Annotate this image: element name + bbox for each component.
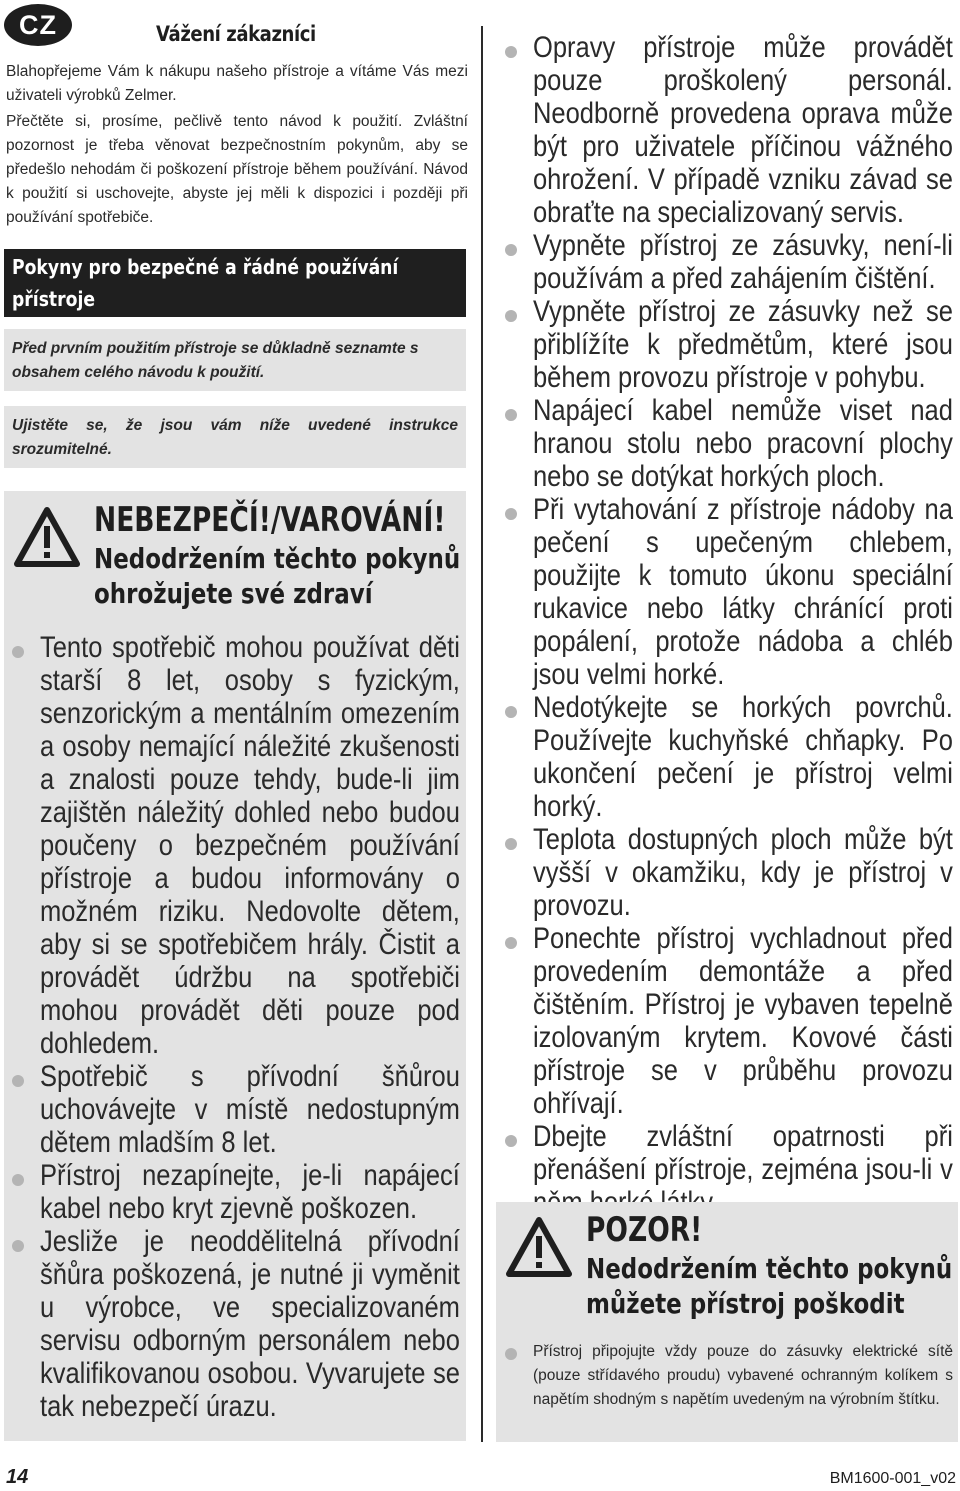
bullet-icon [12,1075,24,1087]
document-code: BM1600-001_v02 [829,1470,956,1487]
bullet-icon [12,646,24,658]
section-heading-line-1: Pokyny pro bezpečné a řádné používání [12,255,399,279]
warning-triangle-icon [13,506,81,568]
intro-paragraph-2 [6,110,468,230]
list-item-text: Napájecí kabel nemůže viset nad hranou stolu nebo pracovní plochy nebo se dotýkat horkých ploch. [533,394,953,493]
bullet-icon [505,46,517,58]
danger-list-right [533,31,953,1219]
list-item [533,1340,953,1412]
list-item [40,1159,460,1225]
bullet-icon [505,937,517,949]
bullet-icon [505,310,517,322]
bullet-icon [505,1135,517,1147]
list-item-text: Tento spotřebič mohou používat děti starší 8 let, osoby s fyzickým, senzorickým a mentálním omezením a osoby nemající náležité zkušenosti a znalosti pouze tehdy, bude-li jim zajištěn náležitý dohled nebo budou poučeny o bezpečném používání přístroje a budou informovány o možném riziku. Nedovolte dětem, aby si se spotřebičem hrály. Čistit a provádět údržbu na spotřebiči mohou provádět děti pouze pod dohledem. [40,631,460,1060]
note-understand [4,406,466,468]
list-item [40,1060,460,1159]
bullet-icon [505,838,517,850]
danger-list-left [40,631,460,1423]
list-item [533,295,953,394]
bullet-icon [505,409,517,421]
list-item-text: Teplota dostupných ploch může být vyšší v okamžiku, kdy je přístroj v provozu. [533,823,953,922]
list-item [40,1225,460,1423]
list-item [533,691,953,823]
caution-triangle-icon [505,1216,573,1278]
intro-paragraph-1 [6,60,468,108]
note-read-manual [4,329,466,391]
bullet-icon [505,706,517,718]
list-item-text: Vypněte přístroj ze zásuvky, není-li používám a před zahájením čištění. [533,229,953,295]
list-item [40,631,460,1060]
list-item-text: Přístroj připojujte vždy pouze do zásuvky elektrické sítě (pouze střídavého proudu) vybavené ochranným kolíkem s napětím shodným s napětím uvedeným na výrobním štítku. [533,1343,953,1408]
intro-text-1: Blahopřejeme Vám k nákupu našeho přístroje a vítáme Vás mezi uživateli výrobků Zelmer. [6,63,468,104]
caution-subtitle-line-2: můžete přístroj poškodit [586,1287,905,1320]
language-badge: CZ [4,4,72,46]
note-read-manual-text: Před prvním použitím přístroje se důkladně seznamte s obsahem celého návodu k použití. [12,340,419,381]
section-heading-line-2: přístroje [12,287,96,311]
list-item [533,394,953,493]
list-item-text: Jesliže je neoddělitelná přívodní šňůra poškozená, je nutné ji vyměnit u výrobce, ve specializovaném servisu odborným personálem nebo kvalifikovanou osobou. Vyvarujete se tak nebezpečí úrazu. [40,1225,460,1423]
list-item [533,229,953,295]
danger-title: NEBEZPEČÍ!/VAROVÁNÍ! [94,500,446,540]
list-item-text: Přístroj nezapínejte, je-li napájecí kabel nebo kryt zjevně poškozen. [40,1159,460,1225]
intro-text-2: Přečtěte si, prosíme, pečlivě tento návod k použití. Zvláštní pozornost je třeba věnovat bezpečnostním pokynům, aby se předešlo nehodám či poškození přístroje během používání. Návod k použití si uschovejte, abyste jej měli k dispozici i později při používání spotřebiče. [6,113,468,226]
list-item-text: Dbejte zvláštní opatrnosti při přenášení přístroje, zejména jsou-li v [533,1120,953,1186]
list-item [533,493,953,691]
page-number: 14 [6,1466,29,1488]
list-item-text: Spotřebič s přívodní šňůrou uchovávejte v místě nedostupným dětem mladším 8 let. [40,1060,460,1159]
list-item [533,922,953,1120]
caution-title: POZOR! [586,1210,703,1250]
list-item-text: Ponechte přístroj vychladnout před provedením demontáže a před čištěním. Přístroj je vybaven tepelně izolovaným krytem. Kovové části přístroje se v průběhu provozu ohřívají. [533,922,953,1120]
danger-subtitle-line-1: Nedodržením těchto pokynů [94,542,461,575]
list-item-text: Nedotýkejte se horkých povrchů. Používejte kuchyňské chňapky. Po ukončení pečení je přístroj velmi horký. [533,691,953,823]
bullet-icon [505,244,517,256]
list-item [533,31,953,229]
bullet-icon [505,508,517,520]
caution-subtitle-line-1: Nedodržením těchto pokynů [586,1252,953,1285]
list-item-text: Při vytahování z přístroje nádoby na pečení s upečeným chlebem, použijte k tomuto úkonu speciální rukavice nebo látky chránící proti popálení, protože nádoba a chléb jsou velmi horké. [533,493,953,691]
danger-subtitle-line-2: ohrožujete své zdraví [94,577,373,610]
note-understand-text: Ujistěte se, že jsou vám níže uvedené instrukce srozumitelné. [12,417,458,458]
list-item-text: Vypněte přístroj ze zásuvky než se přiblížíte k předmětům, které jsou během provozu přístroje v pohybu. [533,295,953,394]
caution-list [533,1340,953,1412]
list-item-text: Opravy přístroje může provádět pouze proškolený personál. Neodborně provedena oprava může být pro uživatele příčinou vážného ohrožení. V případě vzniku závad se obraťte na specializovaný servis. [533,31,953,229]
list-item [533,823,953,922]
bullet-icon [12,1240,24,1252]
column-divider [481,26,483,1442]
greeting-title: Vážení zákazníci [156,22,316,46]
section-heading [4,249,466,317]
bullet-icon [505,1348,517,1360]
bullet-icon [12,1174,24,1186]
